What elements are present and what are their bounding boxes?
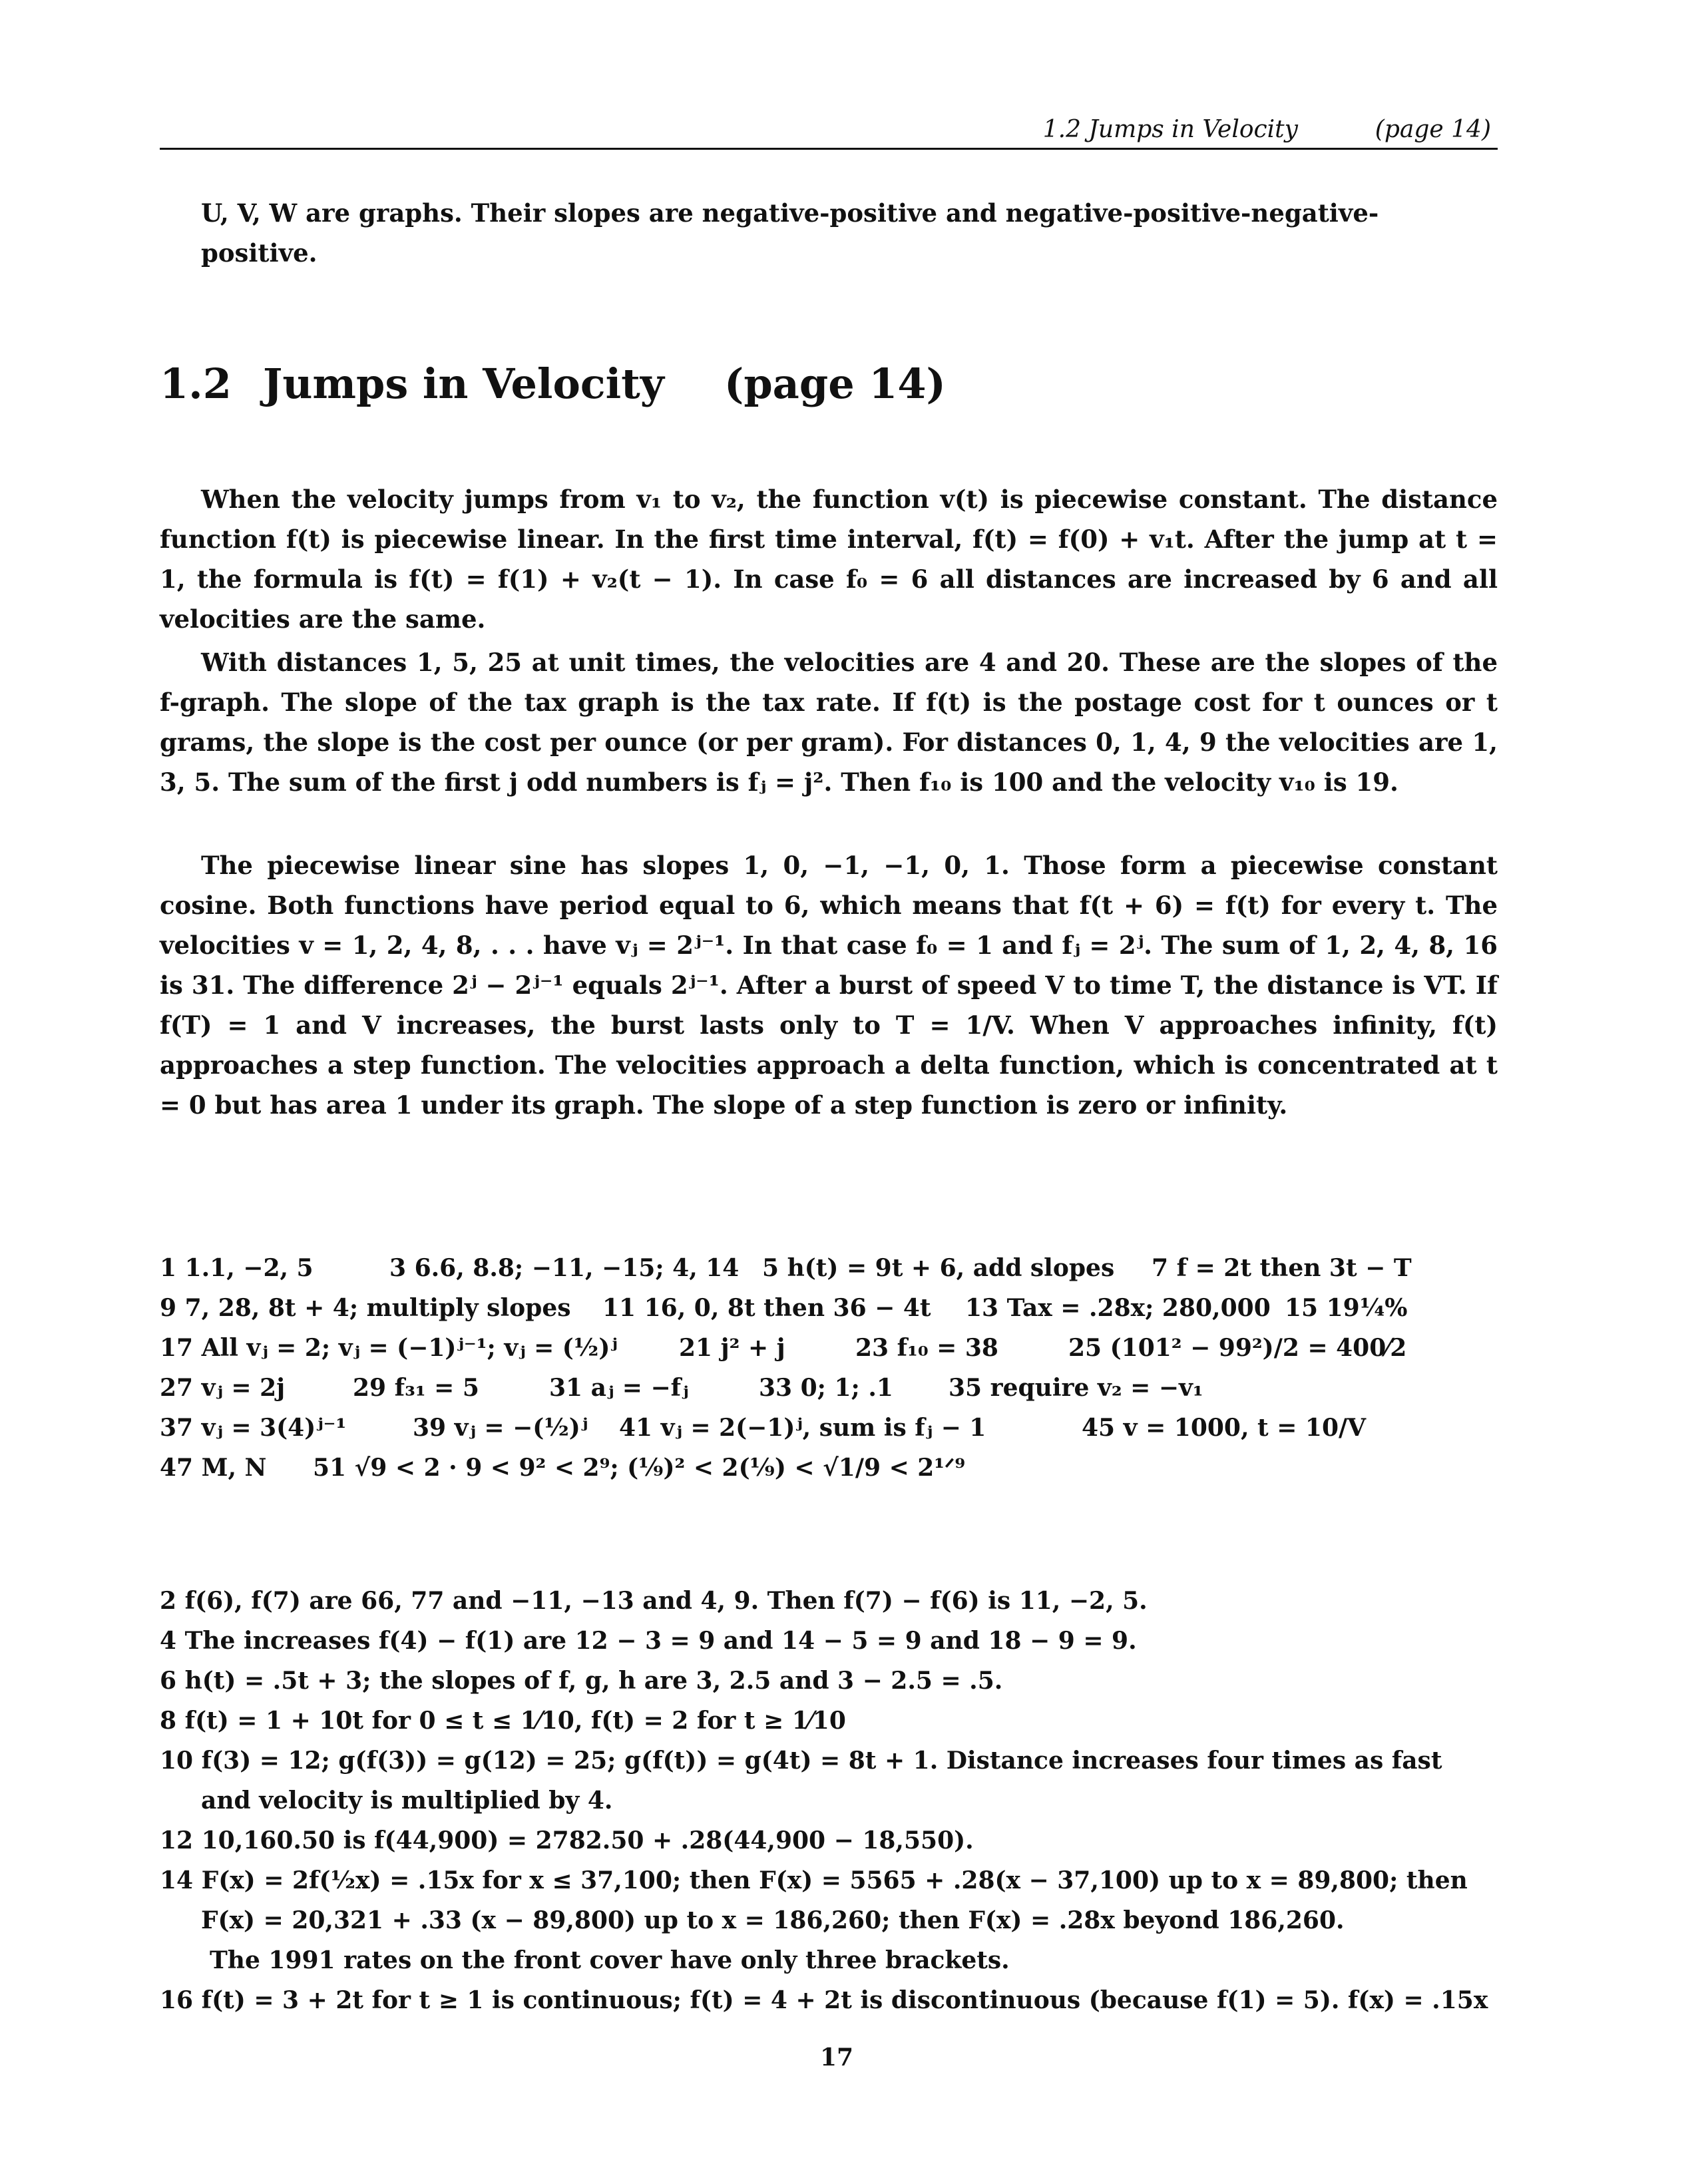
even-answer: 14 F(x) = 2f(½x) = .15x for x ≤ 37,100; then F(x) = 5565 + .28(x − 37,100) up to x = 89,800; then F(x) = 20,321 + .33 (x − 89,800) up to x = 186,260; then F(x) = .28x beyond 186,260.	[160, 1866, 1468, 1934]
odd-answer: 13 Tax = .28x; 280,000	[965, 1294, 1271, 1322]
odd-answer: 31 aⱼ = −fⱼ	[549, 1374, 689, 1402]
intro-line: U, V, W are graphs. Their slopes are negative-positive and negative-positive-negative-positive.	[201, 198, 1379, 268]
even-answer-note: The 1991 rates on the front cover have only three brackets.	[210, 1946, 1010, 1974]
odd-answer: 51 √9 < 2 · 9 < 9² < 2⁹; (⅑)² < 2(⅑) < √1/9 < 2¹ᐟ⁹	[313, 1454, 966, 1482]
odd-answer: 37 vⱼ = 3(4)ʲ⁻¹	[160, 1414, 347, 1442]
odd-answer: 23 f₁₀ = 38	[855, 1334, 998, 1362]
paragraph-text: When the velocity jumps from v₁ to v₂, the function v(t) is piecewise constant. The distance function f(t) is piecewise linear. In the first time interval, f(t) = f(0) + v₁t. After the jump at t = 1, the formula is f(t) = f(1) + v₂(t − 1). In case f₀ = 6 all distances are increased by 6 and all velocities are the same.	[160, 485, 1498, 634]
even-answers	[160, 1581, 1498, 2020]
even-answer: 8 f(t) = 1 + 10t for 0 ≤ t ≤ 1⁄10, f(t) = 2 for t ≥ 1⁄10	[160, 1707, 846, 1735]
even-answer: 16 f(t) = 3 + 2t for t ≥ 1 is continuous; f(t) = 4 + 2t is discontinuous (because f(1) = 5). f(x) = .15x	[160, 1986, 1488, 2014]
odd-answer: 47 M, N	[160, 1454, 267, 1482]
odd-answer: 1 1.1, −2, 5	[160, 1254, 314, 1282]
odd-answer: 33 0; 1; .1	[759, 1374, 893, 1402]
paragraph-sine-step	[160, 845, 1498, 1125]
odd-answer: 27 vⱼ = 2j	[160, 1374, 286, 1402]
even-answer: 10 f(3) = 12; g(f(3)) = g(12) = 25; g(f(t)) = g(4t) = 8t + 1. Distance increases four times as fast and velocity is multiplied by 4.	[160, 1747, 1442, 1815]
odd-answer: 9 7, 28, 8t + 4; multiply slopes	[160, 1294, 571, 1322]
odd-answer: 11 16, 0, 8t then 36 − 4t	[602, 1294, 931, 1322]
section-page: (page 14)	[724, 359, 946, 408]
section-name: Jumps in Velocity	[263, 359, 664, 408]
even-answer: 4 The increases f(4) − f(1) are 12 − 3 = 9 and 14 − 5 = 9 and 18 − 9 = 9.	[160, 1627, 1137, 1655]
paragraph-text: The piecewise linear sine has slopes 1, 0, −1, −1, 0, 1. Those form a piecewise constant cosine. Both functions have period equal to 6, which means that f(t + 6) = f(t) for every t. The velocities v = 1, 2, 4, 8, . . . have vⱼ = 2ʲ⁻¹. In that case f₀ = 1 and fⱼ = 2ʲ. The sum of 1, 2, 4, 8, 16 is 31. The difference 2ʲ − 2ʲ⁻¹ equals 2ʲ⁻¹. After a burst of speed V to time T, the distance is VT. If f(T) = 1 and V increases, the burst lasts only to T = 1/V. When V approaches infinity, f(t) approaches a step function. The velocities approach a delta function, which is concentrated at t = 0 but has area 1 under its graph. The slope of a step function is zero or infinity.	[160, 851, 1498, 1120]
odd-answer: 15 19¼%	[1285, 1294, 1408, 1322]
odd-answer: 41 vⱼ = 2(−1)ʲ, sum is fⱼ − 1	[619, 1414, 986, 1442]
even-answer: 12 10,160.50 is f(44,900) = 2782.50 + .28(44,900 − 18,550).	[160, 1827, 974, 1854]
page-number: 17	[820, 2044, 854, 2071]
odd-answer: 7 f = 2t then 3t − T	[1152, 1254, 1412, 1282]
running-head-title: 1.2 Jumps in Velocity	[1042, 116, 1298, 143]
paragraph-slopes	[160, 642, 1498, 802]
odd-answer: 17 All vⱼ = 2; vⱼ = (−1)ʲ⁻¹; vⱼ = (½)ʲ	[160, 1334, 618, 1362]
paragraph-text: With distances 1, 5, 25 at unit times, the velocities are 4 and 20. These are the slopes of the f-graph. The slope of the tax graph is the tax rate. If f(t) is the postage cost for t ounces or t grams, the slope is the cost per ounce (or per gram). For distances 0, 1, 4, 9 the velocities are 1, 3, 5. The sum of the first j odd numbers is fⱼ = j². Then f₁₀ is 100 and the velocity v₁₀ is 19.	[160, 648, 1498, 797]
odd-answer: 21 j² + j	[679, 1334, 785, 1362]
odd-answer: 39 vⱼ = −(½)ʲ	[413, 1414, 588, 1442]
running-head	[160, 113, 1498, 150]
running-head-page: (page 14)	[1375, 116, 1491, 143]
odd-answer: 25 (101² − 99²)/2 = 400⁄2	[1068, 1334, 1407, 1362]
odd-answer: 29 f₃₁ = 5	[353, 1374, 479, 1402]
section-number: 1.2	[160, 359, 232, 408]
odd-answer: 3 6.6, 8.8; −11, −15; 4, 14	[389, 1254, 740, 1282]
section-title	[160, 359, 946, 408]
odd-answer: 5 h(t) = 9t + 6, add slopes	[762, 1254, 1115, 1282]
paragraph-velocity-jumps	[160, 479, 1498, 639]
odd-answer: 45 v = 1000, t = 10/V	[1082, 1414, 1367, 1442]
odd-answer: 35 require v₂ = −v₁	[949, 1374, 1203, 1402]
even-answer: 2 f(6), f(7) are 66, 77 and −11, −13 and 4, 9. Then f(7) − f(6) is 11, −2, 5.	[160, 1587, 1148, 1615]
even-answer: 6 h(t) = .5t + 3; the slopes of f, g, h are 3, 2.5 and 3 − 2.5 = .5.	[160, 1667, 1003, 1695]
